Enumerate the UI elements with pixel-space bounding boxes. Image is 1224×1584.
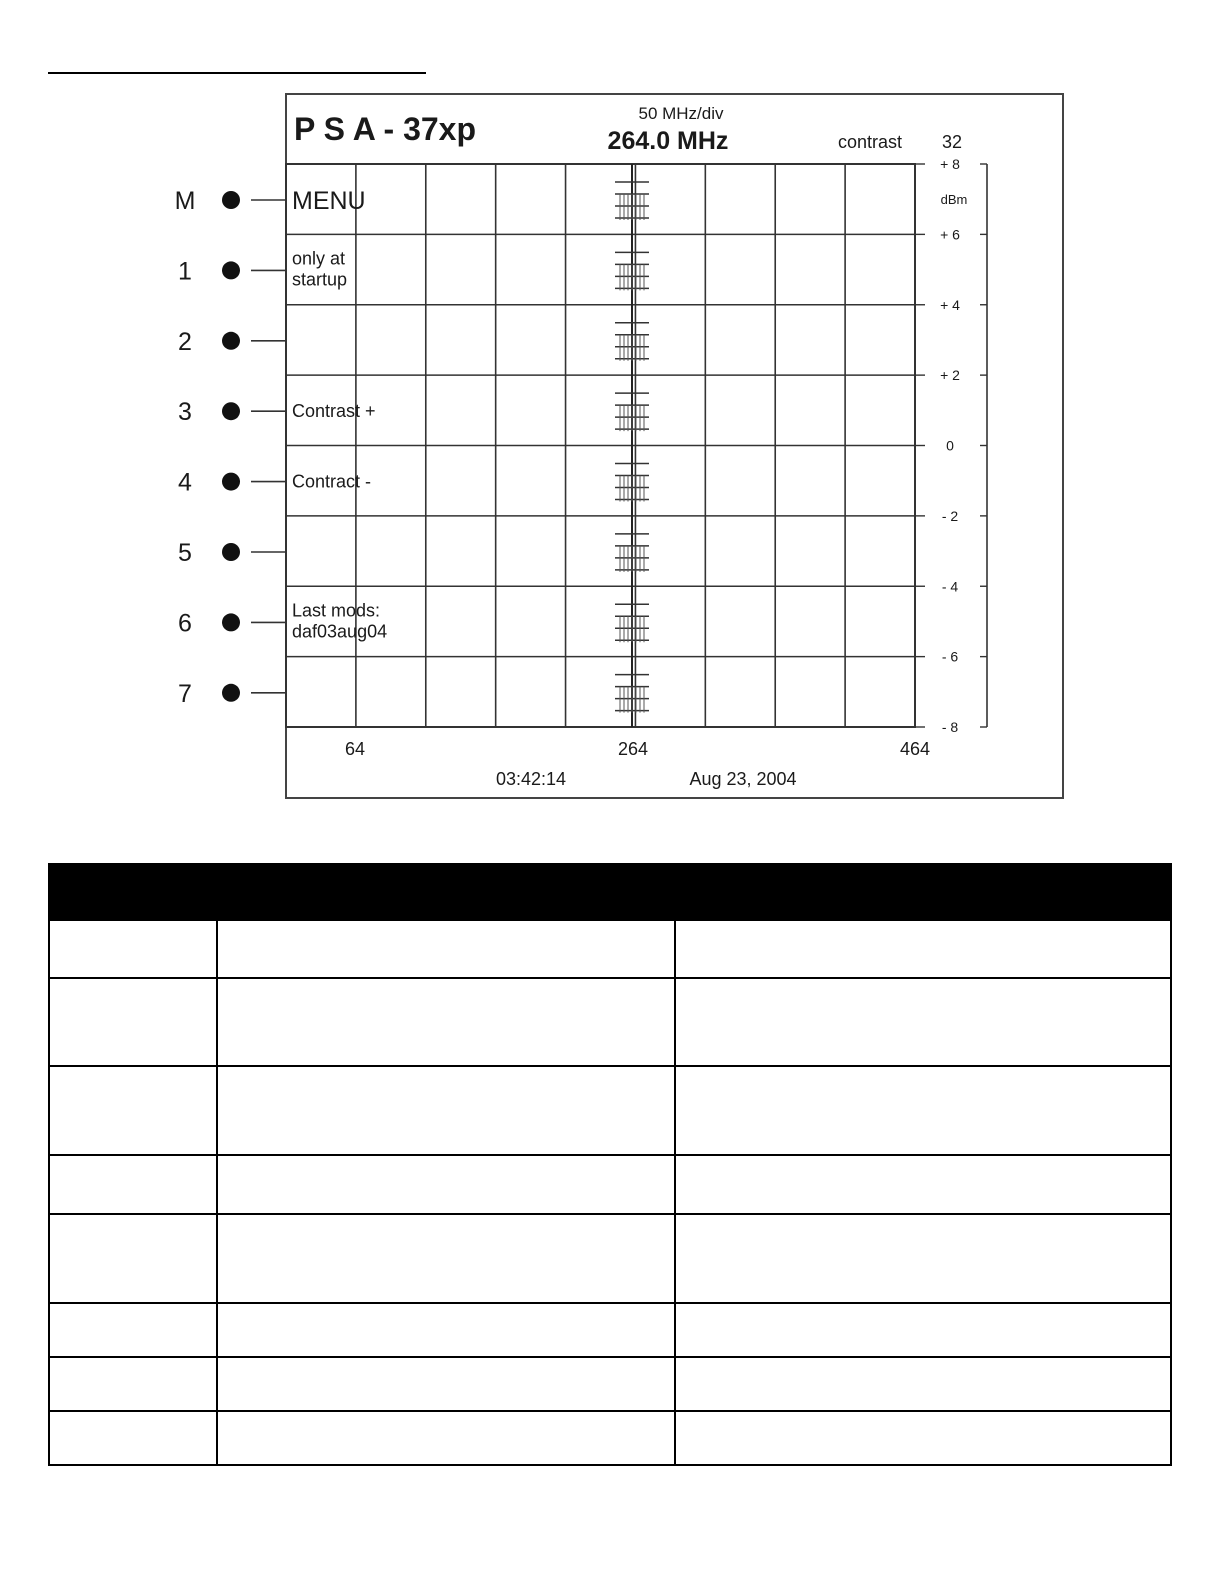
y-tick-label: - 4	[941, 578, 959, 595]
x-tick-label: 64	[344, 739, 366, 759]
softkey-dot	[222, 543, 240, 561]
softkey-label: MENU	[292, 187, 366, 215]
table-cell	[49, 1214, 217, 1303]
softkey-dot	[222, 332, 240, 350]
table-cell	[217, 1303, 675, 1357]
spec-table-wrapper	[48, 863, 1170, 1466]
softkey-dot	[222, 261, 240, 279]
table-cell	[49, 1357, 217, 1411]
y-tick-label: + 2	[940, 367, 960, 384]
screen-time: 03:42:14	[495, 769, 567, 789]
table-row	[49, 1303, 1171, 1357]
table-cell	[675, 1214, 1171, 1303]
table-row	[49, 1411, 1171, 1465]
x-tick-label: 264	[617, 739, 649, 759]
table-row	[49, 1214, 1171, 1303]
screen-title: P S A - 37xp	[294, 111, 476, 147]
center-frequency: 264.0 MHz	[607, 127, 729, 155]
softkey-dot	[222, 684, 240, 702]
y-tick-label: + 8	[940, 156, 960, 172]
x-tick-label: 464	[899, 739, 931, 759]
contrast-value: 32	[941, 132, 963, 152]
table-cell	[49, 1066, 217, 1155]
softkey-label: only at	[292, 248, 346, 269]
table-row	[49, 920, 1171, 978]
y-tick-label: - 2	[941, 507, 959, 524]
table-header-cell	[675, 864, 1171, 920]
table-cell	[675, 978, 1171, 1066]
y-unit-label: dBm	[940, 192, 968, 207]
softkey-dot	[222, 402, 240, 420]
table-cell	[675, 920, 1171, 978]
screen-date: Aug 23, 2004	[689, 769, 797, 789]
table-cell	[217, 920, 675, 978]
softkey-label: Contrast +	[292, 401, 376, 422]
table-cell	[217, 1357, 675, 1411]
table-header-cell	[217, 864, 675, 920]
softkey-label: Contract -	[292, 471, 372, 492]
table-cell	[217, 978, 675, 1066]
y-tick-label: - 6	[941, 648, 959, 665]
table-cell	[49, 1155, 217, 1214]
contrast-label: contrast	[837, 132, 903, 152]
table-cell	[49, 1411, 217, 1465]
table-cell	[217, 1155, 675, 1214]
softkey-label: startup	[292, 269, 348, 290]
table-header-row	[49, 864, 1171, 920]
table-cell	[675, 1411, 1171, 1465]
softkey-number-label: 6	[178, 609, 192, 638]
table-row	[49, 1357, 1171, 1411]
table-cell	[675, 1155, 1171, 1214]
table-cell	[675, 1066, 1171, 1155]
y-tick-label: - 8	[941, 719, 959, 735]
table-cell	[49, 1303, 217, 1357]
y-tick-label: + 4	[940, 296, 960, 313]
table-row	[49, 1155, 1171, 1214]
softkey-number-label: M	[174, 187, 196, 215]
table-row	[49, 978, 1171, 1066]
table-cell	[675, 1303, 1171, 1357]
softkey-number-label: 4	[178, 468, 192, 497]
softkey-number-label: 7	[178, 679, 192, 708]
softkey-number-label: 2	[178, 327, 192, 356]
table-cell	[49, 920, 217, 978]
softkey-number-label: 5	[178, 539, 192, 567]
table-cell	[675, 1357, 1171, 1411]
table-cell	[217, 1214, 675, 1303]
softkey-label: daf03aug04	[292, 621, 388, 642]
softkey-dot	[222, 191, 240, 209]
table-header-cell	[49, 864, 217, 920]
table-cell	[49, 978, 217, 1066]
table-row	[49, 1066, 1171, 1155]
softkey-dot	[222, 613, 240, 631]
y-tick-label: 0	[946, 437, 954, 454]
table-cell	[217, 1411, 675, 1465]
spec-table	[48, 863, 1172, 1466]
softkey-label: Last mods:	[292, 600, 381, 621]
freq-per-div: 50 MHz/div	[638, 104, 724, 123]
softkey-number-label: 3	[178, 398, 192, 427]
y-tick-label: + 6	[940, 226, 960, 243]
softkey-dot	[222, 473, 240, 491]
table-cell	[217, 1066, 675, 1155]
softkey-number-label: 1	[178, 257, 192, 286]
